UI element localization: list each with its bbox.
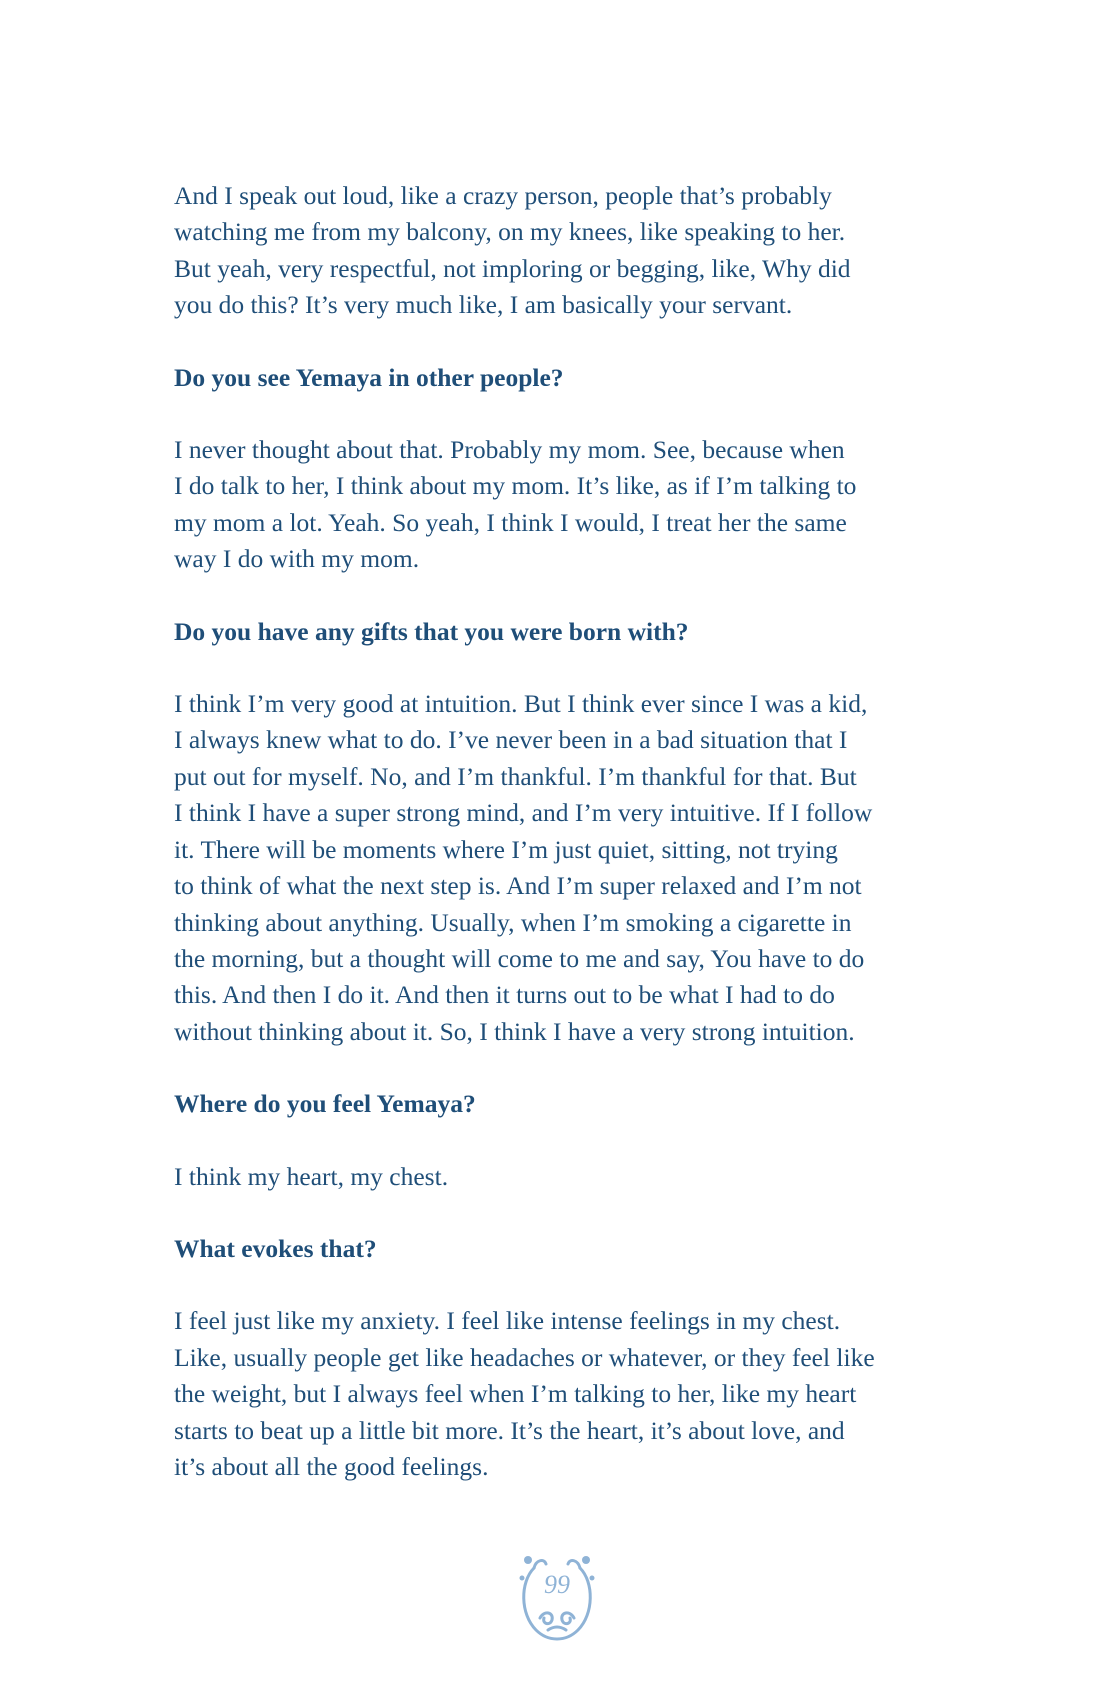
text-line: put out for myself. No, and I’m thankful. I’m thankful for that. But	[174, 761, 857, 791]
text-line: it. There will be moments where I’m just quiet, sitting, not trying	[174, 834, 838, 864]
page-number-badge	[514, 1548, 600, 1648]
text-line: But yeah, very respectful, not imploring or begging, like, Why did	[174, 253, 851, 283]
page-content	[174, 178, 946, 1485]
text-line: I feel just like my anxiety. I feel like intense feelings in my chest.	[174, 1306, 841, 1336]
text-line: this. And then I do it. And then it turns out to be what I had to do	[174, 980, 835, 1010]
text-line: watching me from my balcony, on my knees, like speaking to her.	[174, 217, 846, 247]
question-heading: Do you have any gifts that you were born with?	[174, 616, 689, 646]
text-line: I do talk to her, I think about my mom. It’s like, as if I’m talking to	[174, 471, 857, 501]
answer-paragraph	[174, 1159, 946, 1195]
text-line: to think of what the next step is. And I’m super relaxed and I’m not	[174, 871, 862, 901]
text-line: I think I’m very good at intuition. But I think ever since I was a kid,	[174, 689, 868, 719]
text-line: I always knew what to do. I’ve never been in a bad situation that I	[174, 725, 848, 755]
intro-answer	[174, 178, 946, 324]
text-line: And I speak out loud, like a crazy person, people that’s probably	[174, 181, 832, 210]
text-line: I never thought about that. Probably my mom. See, because when	[174, 435, 845, 465]
text-line: starts to beat up a little bit more. It’s the heart, it’s about love, and	[174, 1415, 845, 1445]
answer-paragraph	[174, 686, 946, 1050]
text-line: without thinking about it. So, I think I have a very strong intuition.	[174, 1016, 855, 1046]
answer-paragraph	[174, 1303, 946, 1485]
question-heading: Do you see Yemaya in other people?	[174, 362, 564, 392]
text-line: I think I have a super strong mind, and I’m very intuitive. If I follow	[174, 798, 873, 828]
text-line: way I do with my mom.	[174, 544, 420, 574]
text-line: you do this? It’s very much like, I am basically your servant.	[174, 290, 793, 320]
answer-paragraph	[174, 432, 946, 578]
text-line: Like, usually people get like headaches or whatever, or they feel like	[174, 1342, 875, 1372]
text-line: my mom a lot. Yeah. So yeah, I think I would, I treat her the same	[174, 507, 847, 537]
text-line: I think my heart, my chest.	[174, 1161, 449, 1191]
text-line: it’s about all the good feelings.	[174, 1451, 489, 1481]
text-line: thinking about anything. Usually, when I’m smoking a cigarette in	[174, 907, 852, 937]
question-heading: Where do you feel Yemaya?	[174, 1089, 476, 1119]
page-number: 99	[544, 1570, 570, 1599]
question-heading: What evokes that?	[174, 1233, 377, 1263]
text-line: the morning, but a thought will come to me and say, You have to do	[174, 943, 865, 973]
text-line: the weight, but I always feel when I’m talking to her, like my heart	[174, 1379, 857, 1409]
